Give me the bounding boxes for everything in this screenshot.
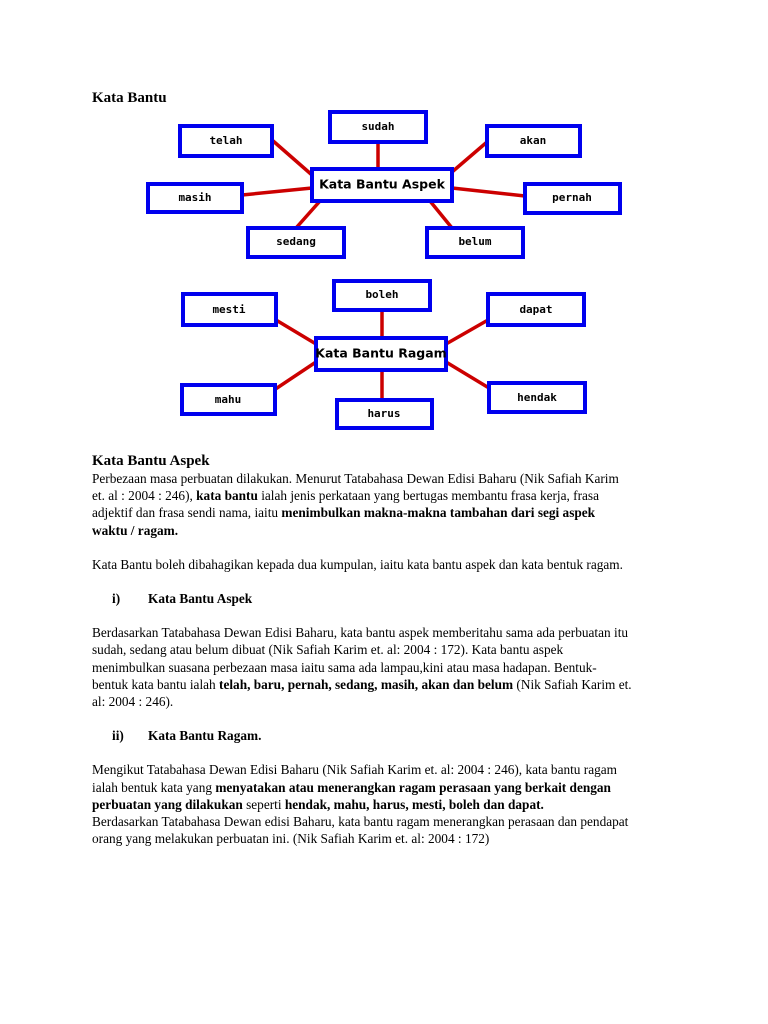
svg-text:belum: belum [458, 235, 492, 248]
connector-akan [452, 142, 487, 172]
paragraph-groups: Kata Bantu boleh dibahagikan kepada dua kumpulan, iaitu kata bantu aspek dan kata bentuk ragam. [92, 556, 623, 572]
node-sudah [330, 112, 426, 142]
bold-list: telah, baru, pernah, sedang, masih, akan dan belum [219, 676, 514, 692]
bold-phrase: menyatakan atau menerangkan ragam perasaan yang berkait dengan perbuatan yang dilakukan [92, 779, 611, 812]
svg-text:mesti: mesti [212, 303, 246, 316]
node-belum [427, 228, 523, 257]
svg-text:Kata Bantu Aspek: Kata Bantu Aspek [319, 176, 445, 192]
node-telah [180, 126, 272, 156]
svg-text:boleh: boleh [365, 288, 399, 301]
node-masih [148, 184, 242, 212]
connector-dapat [446, 320, 488, 344]
svg-text:harus: harus [367, 407, 401, 420]
node-akan [487, 126, 580, 156]
node-hendak [489, 383, 585, 412]
subheading-number: ii) [112, 728, 124, 744]
subheading-ragam [92, 727, 632, 744]
connector-hendak [446, 362, 489, 388]
subheading-title: Kata Bantu Aspek [148, 591, 253, 607]
subheading-title: Kata Bantu Ragam. [148, 728, 262, 744]
svg-text:sudah: sudah [361, 120, 395, 133]
svg-text:telah: telah [209, 134, 243, 147]
node-mesti [183, 294, 276, 325]
svg-text:Kata Bantu Ragam: Kata Bantu Ragam [315, 345, 447, 361]
connector-sedang [296, 201, 320, 228]
text-span: Mengikut Tatabahasa Dewan Edisi Baharu (Nik Safiah Karim et. al: 2004 : 246), kata bantu ragam ialah bentuk kata yang [92, 762, 618, 795]
text-span: seperti [242, 796, 285, 812]
section-title: Kata Bantu Aspek [92, 453, 210, 469]
svg-text:pernah: pernah [552, 191, 592, 204]
bold-term: kata bantu [196, 488, 258, 504]
text-span: Perbezaan masa perbuatan dilakukan. Menurut Tatabahasa Dewan Edisi Baharu (Nik Safiah Karim et. al : 2004 : 246), [92, 471, 619, 504]
center-node-aspek [312, 169, 452, 201]
svg-text:akan: akan [519, 134, 547, 147]
paragraph-ragam-2: Berdasarkan Tatabahasa Dewan edisi Baharu, kata bantu ragam menerangkan perasaan dan pendapat orang yang melakukan perbuatan ini. (Nik Safiah Karim et. al: 2004 : 172) [92, 814, 629, 847]
subheading-aspek [92, 590, 632, 607]
document-body [92, 452, 632, 847]
page-title: Kata Bantu [92, 90, 167, 106]
text-span: ialah jenis perkataan yang bertugas membantu frasa kerja, frasa adjektif dan frasa sendi nama, iaitu [92, 488, 600, 521]
paragraph-aspek [92, 624, 632, 710]
bold-list: hendak, mahu, harus, mesti, boleh dan dapat. [284, 796, 544, 812]
node-boleh [334, 281, 430, 310]
connector-masih [242, 188, 312, 195]
diagram-ragam [182, 281, 585, 428]
paragraph-ragam [92, 761, 632, 813]
svg-text:sedang: sedang [276, 235, 316, 248]
svg-text:hendak: hendak [517, 391, 557, 404]
svg-text:dapat: dapat [519, 303, 553, 316]
node-pernah [525, 184, 620, 213]
text-span: (Nik Safiah Karim et. al: 2004 : 246). [92, 676, 632, 710]
connector-mesti [276, 320, 316, 344]
paragraph-definition [92, 470, 632, 539]
subheading-number: i) [112, 591, 121, 607]
connector-belum [430, 201, 452, 228]
svg-text:mahu: mahu [214, 393, 242, 406]
svg-text:masih: masih [178, 191, 212, 204]
text-span: Berdasarkan Tatabahasa Dewan Edisi Baharu, kata bantu aspek memberitahu sama ada perbuatan itu sudah, sedang atau belum dibuat (Nik Safiah Karim et. al: 2004 : 172). Kata bantu aspek menimbulkan suasana perbezaan masa iaitu sama ada lampau,kini atau masa hadapan. Bentuk-bentuk kata bantu ialah [92, 625, 629, 692]
kata-bantu-diagrams [0, 0, 768, 440]
connector-pernah [452, 188, 525, 196]
connector-mahu [274, 362, 316, 390]
bold-phrase: menimbulkan makna-makna tambahan dari segi aspek waktu / ragam. [92, 505, 596, 538]
node-mahu [182, 385, 275, 414]
node-sedang [248, 228, 344, 257]
connector-telah [272, 140, 312, 175]
center-node-ragam [315, 338, 446, 370]
node-harus [337, 400, 432, 428]
node-dapat [488, 294, 584, 325]
diagram-aspek [148, 112, 620, 257]
